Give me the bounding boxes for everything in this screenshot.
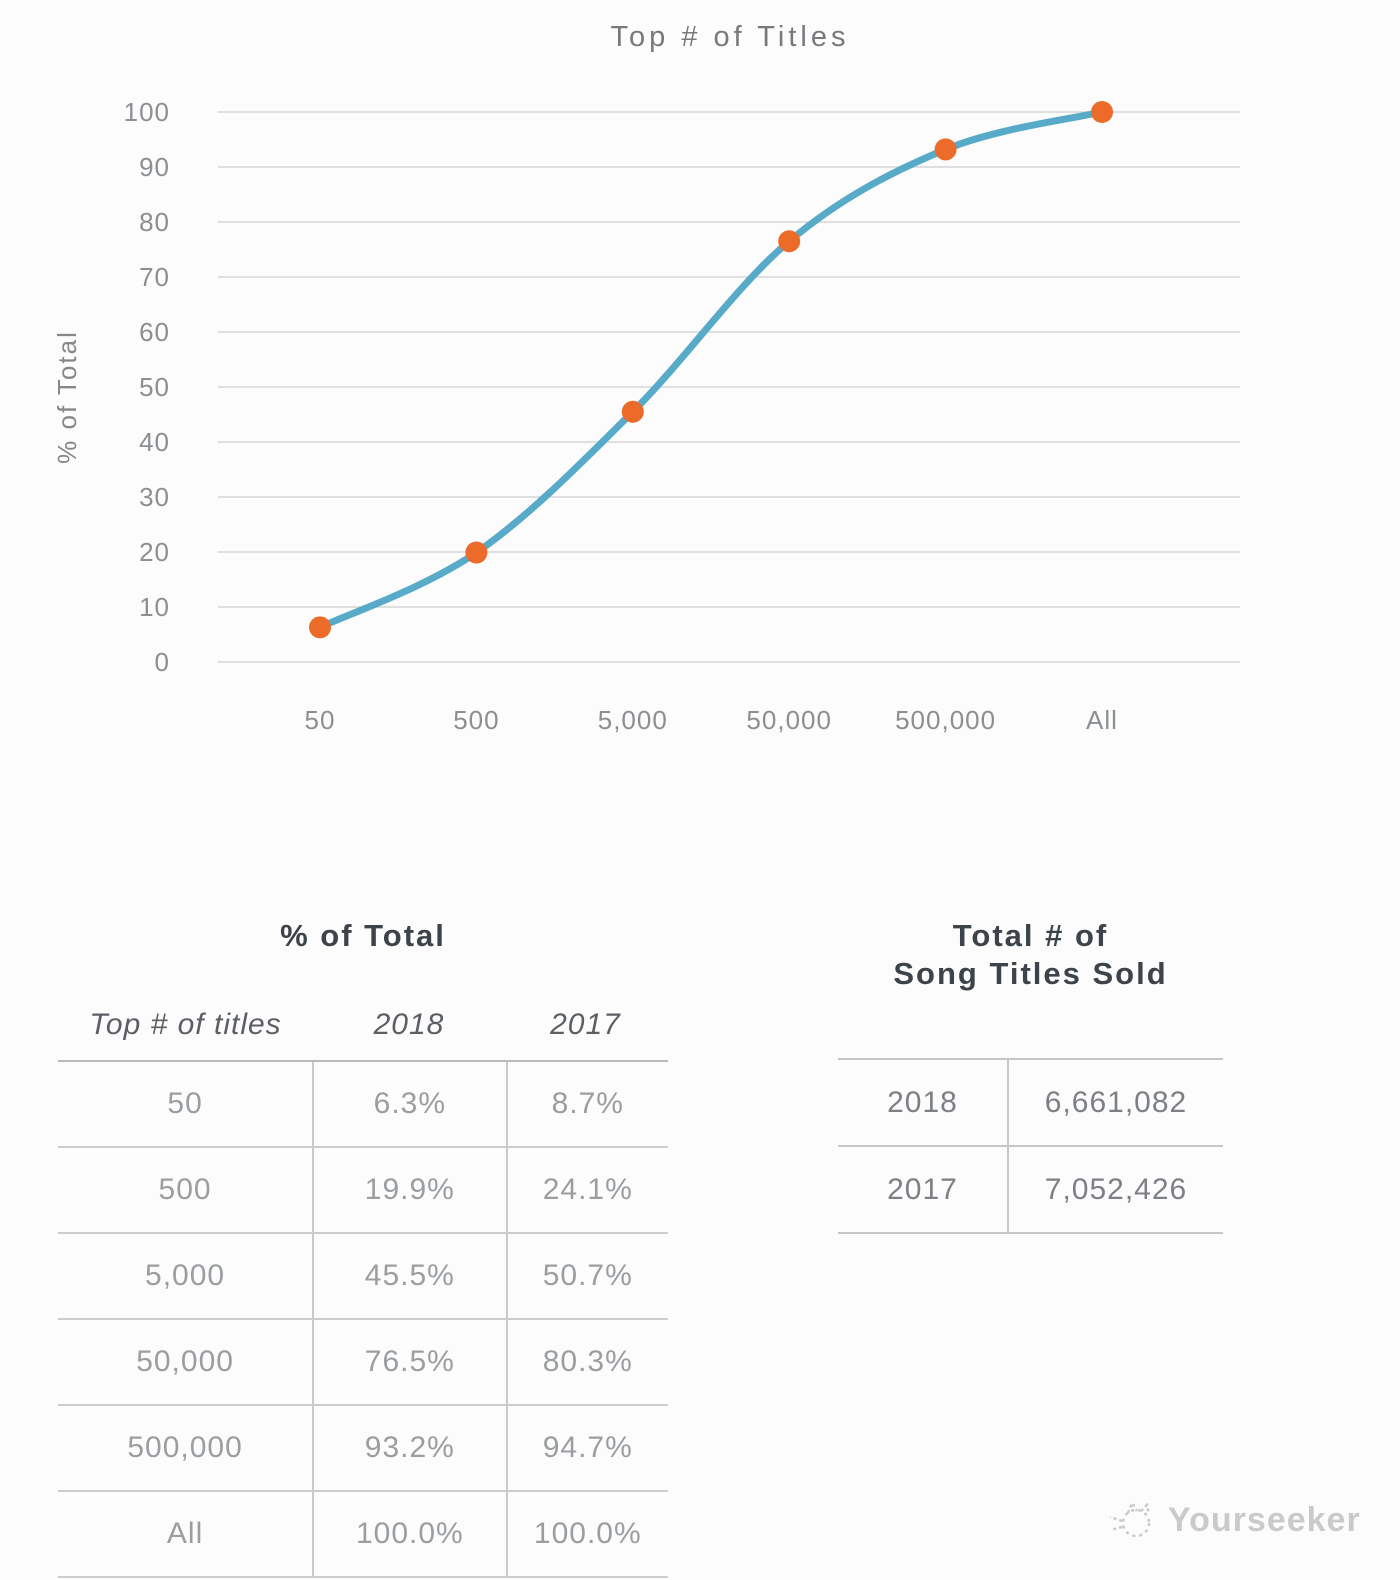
y-tick-label: 30 — [139, 482, 170, 512]
table-row — [58, 1320, 668, 1406]
table-row — [838, 1147, 1223, 1234]
value-2017: 8.7% — [551, 1087, 624, 1120]
table-row — [58, 1234, 668, 1320]
y-tick-label: 90 — [139, 152, 170, 182]
data-line — [320, 112, 1102, 627]
data-point — [935, 138, 957, 160]
value-2017: 24.1% — [542, 1173, 633, 1206]
percent-table-header-row — [58, 990, 668, 1060]
value-2018: 93.2% — [312, 1406, 507, 1490]
value-2017: 80.3% — [542, 1345, 633, 1378]
y-tick-label: 50 — [139, 372, 170, 402]
row-label: 5,000 — [145, 1259, 226, 1292]
year-label: 2018 — [838, 1060, 1009, 1145]
y-tick-label: 10 — [139, 592, 170, 622]
x-tick-label: 50,000 — [746, 705, 832, 735]
table-row — [838, 1060, 1223, 1147]
cat-doodle-icon — [1106, 1496, 1160, 1544]
x-tick-label: All — [1086, 705, 1118, 735]
x-tick-label: 50 — [304, 705, 336, 735]
y-tick-label: 0 — [154, 647, 170, 677]
total-value: 7,052,426 — [1044, 1172, 1188, 1206]
percent-table-header-2017: 2017 — [550, 1008, 621, 1041]
totals-table-title-line1: Total # of — [952, 918, 1109, 953]
row-label: 500 — [158, 1173, 212, 1206]
value-2018: 19.9% — [312, 1148, 507, 1232]
value-2017: 100.0% — [533, 1517, 642, 1550]
value-2018: 6.3% — [312, 1062, 507, 1146]
y-tick-label: 100 — [123, 97, 170, 127]
y-tick-label: 60 — [139, 317, 170, 347]
y-tick-label: 70 — [139, 262, 170, 292]
value-2018: 100.0% — [312, 1492, 507, 1576]
percent-table-body — [58, 1060, 668, 1578]
watermark-brand: Yourseeker — [1168, 1500, 1361, 1539]
data-point — [1091, 101, 1113, 123]
data-point — [309, 616, 331, 638]
percent-table-title: % of Total — [280, 918, 446, 953]
plot-area — [124, 97, 1240, 735]
value-2018: 45.5% — [312, 1234, 507, 1318]
table-row — [58, 1406, 668, 1492]
data-point — [778, 230, 800, 252]
row-label: All — [166, 1517, 204, 1550]
totals-table-title-line2: Song Titles Sold — [893, 956, 1168, 991]
table-row — [58, 1148, 668, 1234]
row-label: 50,000 — [136, 1345, 234, 1378]
table-row — [58, 1492, 668, 1578]
chart-title: Top # of Titles — [610, 21, 850, 53]
percent-table — [58, 990, 668, 1578]
total-value: 6,661,082 — [1044, 1085, 1188, 1119]
percent-table-header-2018: 2018 — [373, 1008, 445, 1041]
y-tick-label: 20 — [139, 537, 170, 567]
totals-table-title — [828, 917, 1233, 993]
value-2017: 94.7% — [542, 1431, 633, 1464]
percent-table-header-titles: Top # of titles — [89, 1008, 282, 1041]
data-point — [622, 401, 644, 423]
year-label: 2017 — [838, 1147, 1009, 1232]
data-point — [465, 542, 487, 564]
row-label: 50 — [167, 1087, 203, 1120]
x-tick-label: 500,000 — [895, 705, 997, 735]
totals-table — [838, 1058, 1223, 1234]
y-tick-label: 80 — [139, 207, 170, 237]
y-tick-label: 40 — [139, 427, 170, 457]
value-2018: 76.5% — [312, 1320, 507, 1404]
value-2017: 50.7% — [542, 1259, 633, 1292]
watermark — [1106, 1496, 1361, 1544]
row-label: 500,000 — [127, 1431, 243, 1464]
x-tick-label: 500 — [453, 705, 500, 735]
y-axis-title: % of Total — [52, 330, 82, 464]
x-tick-label: 5,000 — [597, 705, 668, 735]
table-row — [58, 1062, 668, 1148]
